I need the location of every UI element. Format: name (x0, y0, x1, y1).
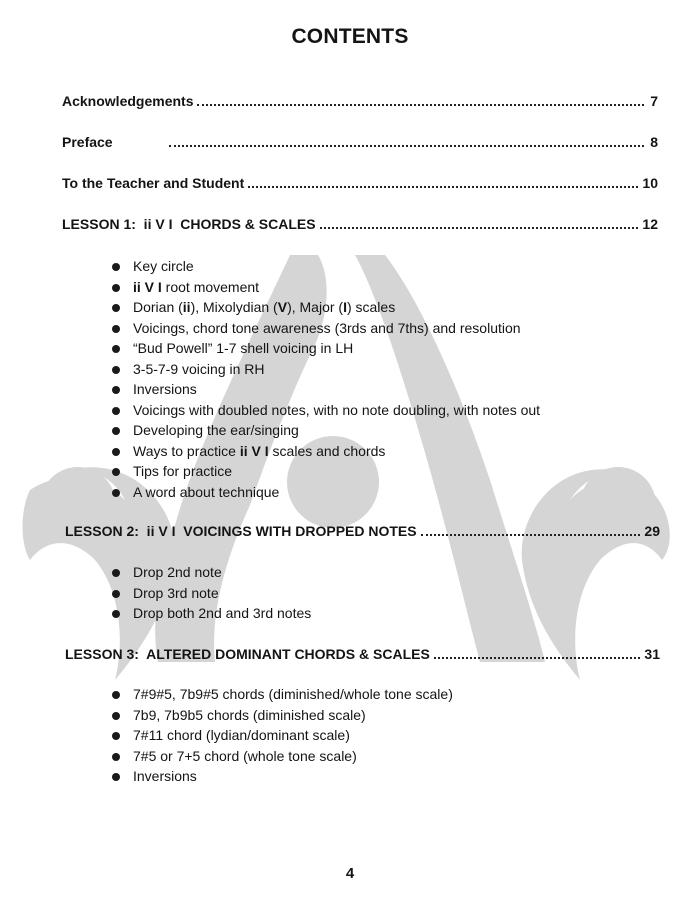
list-item: Drop 2nd note (112, 562, 311, 583)
page-title: CONTENTS (291, 25, 409, 48)
list-item: “Bud Powell” 1-7 shell voicing in LH (112, 338, 540, 359)
bullet-icon (112, 610, 120, 618)
toc-entry-page: 12 (642, 216, 658, 232)
bullet-icon (112, 773, 120, 781)
toc-entry-page: 10 (642, 175, 658, 191)
bullet-icon (112, 468, 120, 476)
toc-entry-page: 31 (644, 646, 660, 662)
bullet-icon (112, 386, 120, 394)
toc-entry-lesson-1[interactable] (62, 216, 658, 232)
toc-entry-page: 8 (650, 134, 658, 150)
bullet-icon (112, 304, 120, 312)
list-item: 7#9#5, 7b9#5 chords (diminished/whole tone scale) (112, 684, 453, 705)
list-item: Developing the ear/singing (112, 420, 540, 441)
list-item: A word about technique (112, 482, 540, 503)
lesson-3-topic-list (112, 684, 453, 787)
lesson-2-topic-list (112, 562, 311, 624)
bullet-icon (112, 263, 120, 271)
list-item: 7#5 or 7+5 chord (whole tone scale) (112, 746, 453, 767)
bullet-icon (112, 407, 120, 415)
toc-entry-acknowledgements[interactable] (62, 93, 658, 109)
toc-entry-label: To the Teacher and Student (62, 175, 245, 191)
bullet-icon (112, 691, 120, 699)
list-item: Drop both 2nd and 3rd notes (112, 603, 311, 624)
toc-entry-label: LESSON 3: ALTERED DOMINANT CHORDS & SCALES (65, 646, 430, 662)
list-item: Inversions (112, 379, 540, 400)
list-item: Dorian (ii), Mixolydian (V), Major (I) scales (112, 297, 540, 318)
bullet-icon (112, 569, 120, 577)
toc-entry-label: Acknowledgements (62, 93, 194, 109)
bullet-icon (112, 753, 120, 761)
list-item: Voicings with doubled notes, with no note doubling, with notes out (112, 400, 540, 421)
list-item: 7#11 chord (lydian/dominant scale) (112, 725, 453, 746)
toc-entry-lesson-2[interactable] (65, 523, 660, 539)
list-item: 7b9, 7b9b5 chords (diminished scale) (112, 705, 453, 726)
list-item: Drop 3rd note (112, 583, 311, 604)
list-item: Tips for practice (112, 461, 540, 482)
toc-entry-label: LESSON 1: ii V I CHORDS & SCALES (62, 216, 316, 232)
toc-entry-page: 7 (650, 93, 658, 109)
toc-entry-lesson-3[interactable] (65, 646, 660, 662)
toc-entry-label: Preface (62, 134, 113, 150)
bullet-icon (112, 366, 120, 374)
bullet-icon (112, 427, 120, 435)
list-item: Voicings, chord tone awareness (3rds and 7ths) and resolution (112, 318, 540, 339)
lesson-1-topic-list (112, 256, 540, 502)
toc-entry-preface[interactable] (62, 134, 658, 150)
list-item: ii V I root movement (112, 277, 540, 298)
bullet-icon (112, 325, 120, 333)
dot-leader (197, 103, 644, 106)
bullet-icon (112, 345, 120, 353)
list-item: 3-5-7-9 voicing in RH (112, 359, 540, 380)
dot-leader (169, 144, 644, 147)
toc-entry-teacher-student[interactable] (62, 175, 658, 191)
list-item: Ways to practice ii V I scales and chords (112, 441, 540, 462)
page-number: 4 (345, 865, 355, 882)
list-item: Key circle (112, 256, 540, 277)
bullet-icon (112, 732, 120, 740)
bullet-icon (112, 284, 120, 292)
bullet-icon (112, 448, 120, 456)
bullet-icon (112, 489, 120, 497)
dot-leader (434, 656, 641, 659)
toc-entry-page: 29 (644, 523, 660, 539)
list-item: Inversions (112, 766, 453, 787)
bullet-icon (112, 712, 120, 720)
dot-leader (421, 533, 641, 536)
dot-leader (248, 185, 638, 188)
bullet-icon (112, 590, 120, 598)
toc-entry-label: LESSON 2: ii V I VOICINGS WITH DROPPED NOTES (65, 523, 417, 539)
dot-leader (320, 226, 639, 229)
